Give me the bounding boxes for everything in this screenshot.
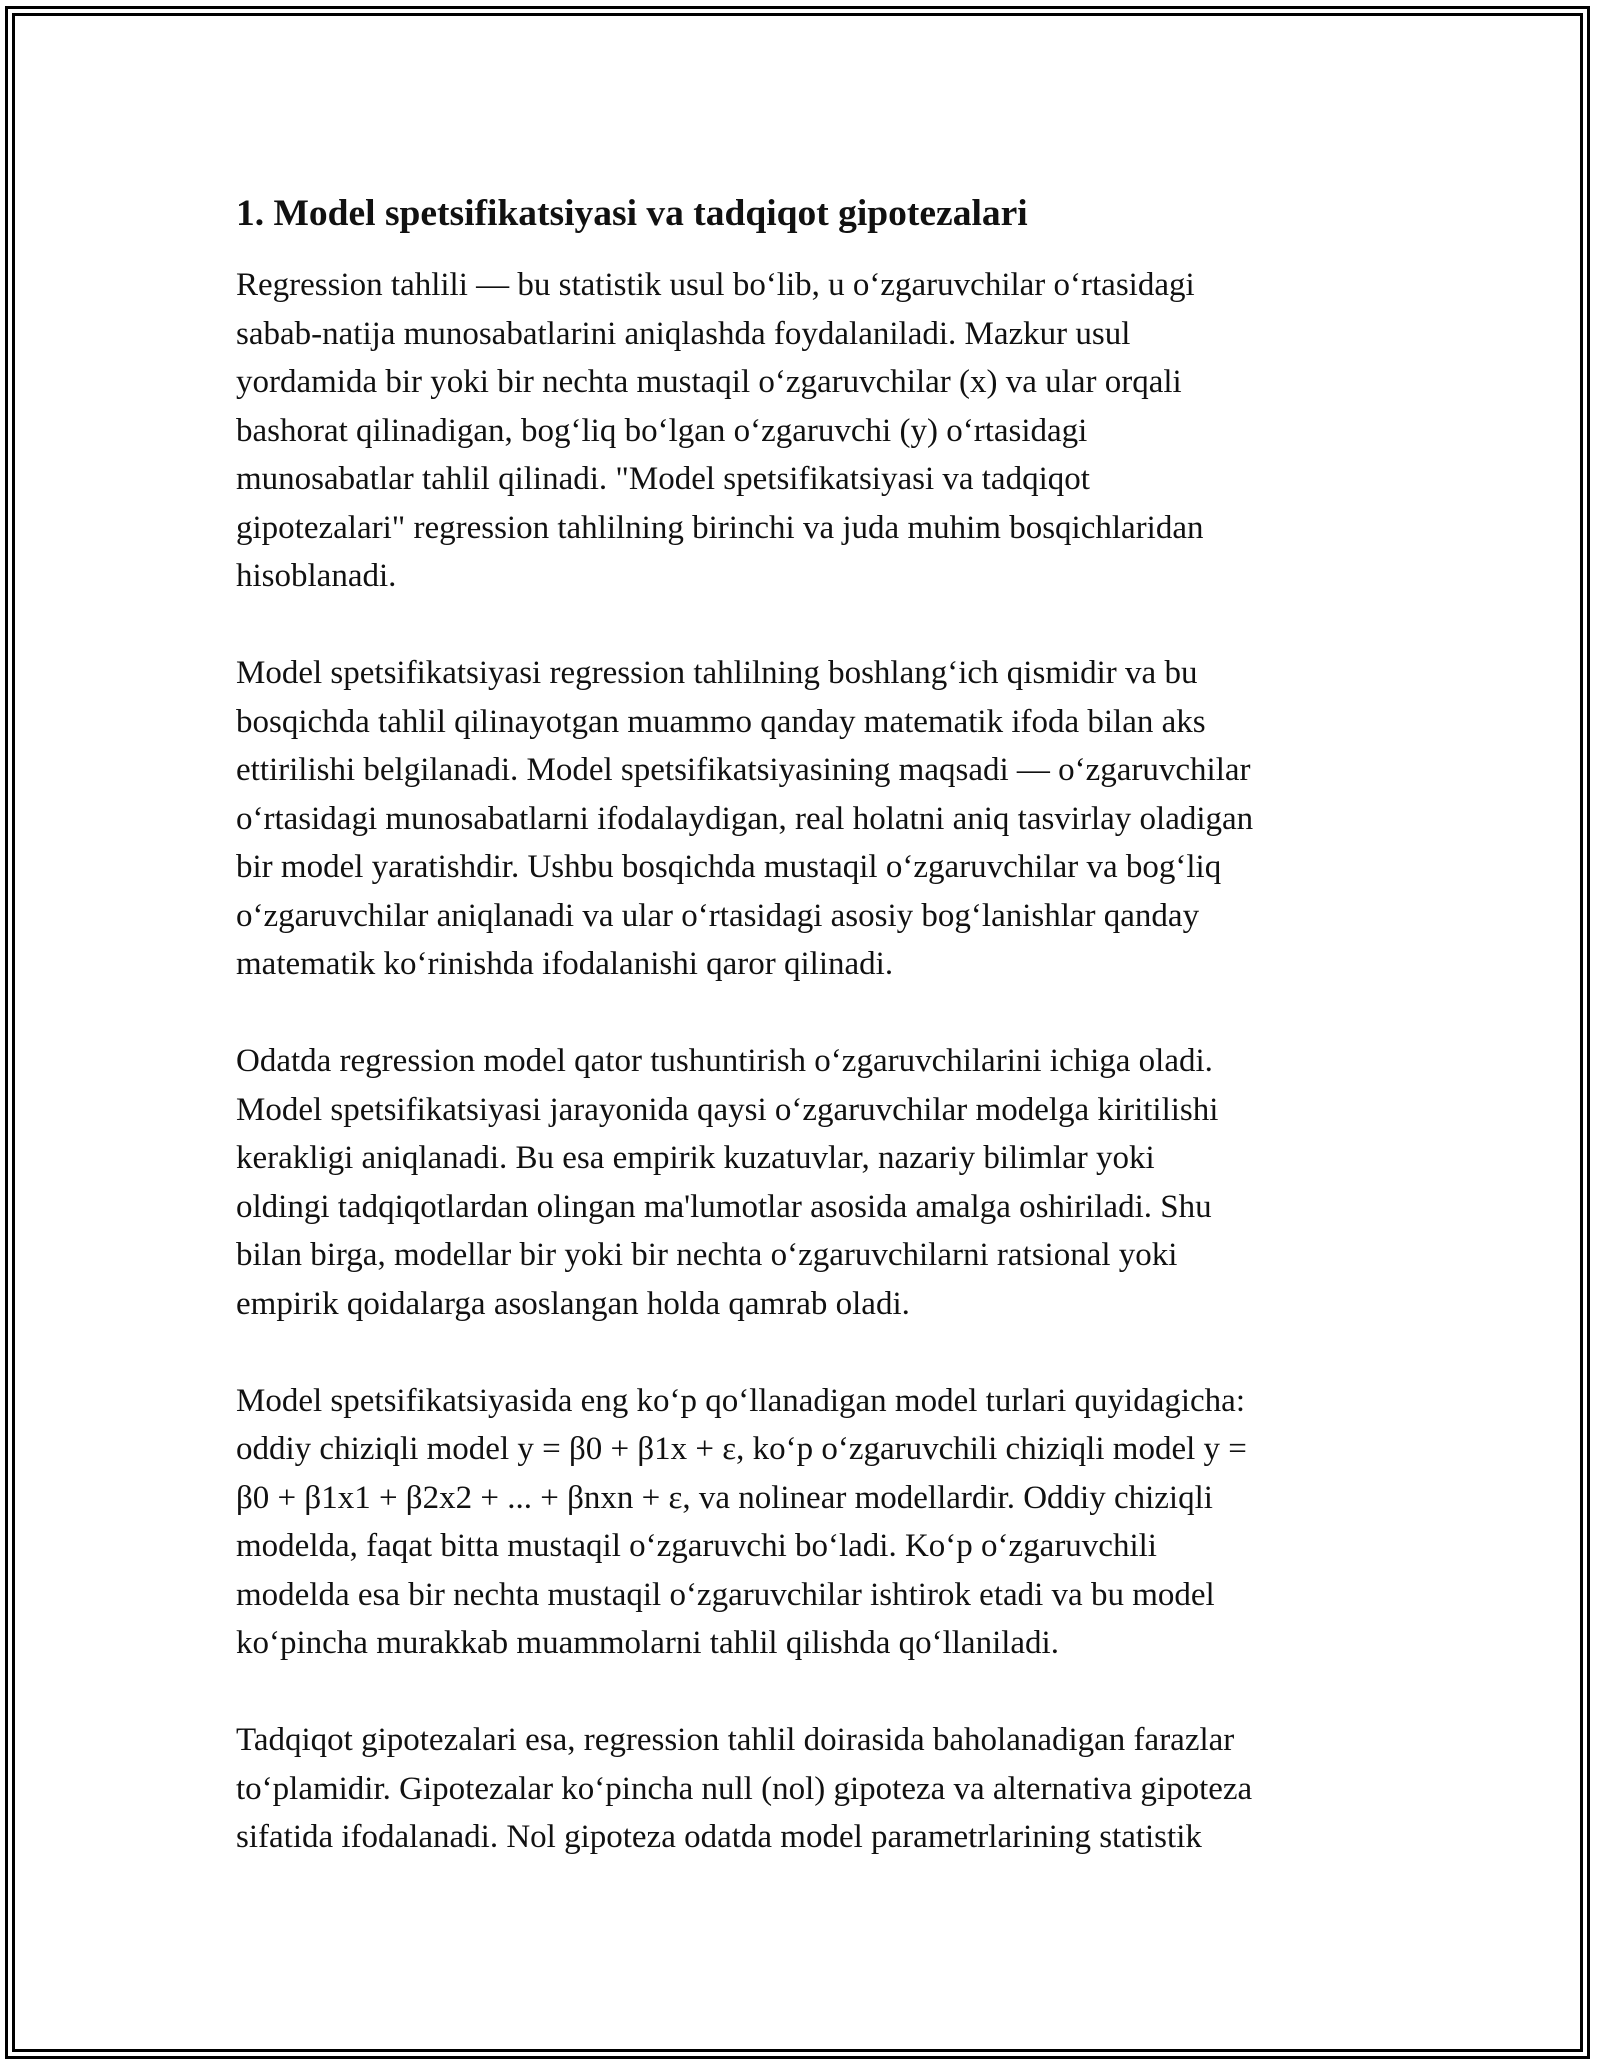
text-line: β0 + β1x1 + β2x2 + ... + βnxn + ε, va nolinear modellardir. Oddiy chiziqli [236, 1479, 1213, 1516]
text-line: bashorat qilinadigan, bog‘liq bo‘lgan o‘zgaruvchi (y) o‘rtasidagi [236, 412, 1088, 449]
document-body [236, 188, 1386, 1910]
text-line: to‘plamidir. Gipotezalar ko‘pincha null (nol) gipoteza va alternativa gipoteza [236, 1770, 1253, 1807]
text-line: gipotezalari" regression tahlilning birinchi va juda muhim bosqichlaridan [236, 509, 1204, 546]
text-line: munosabatlar tahlil qilinadi. "Model spetsifikatsiyasi va tadqiqot [236, 461, 1090, 497]
text-line: bir model yaratishdir. Ushbu bosqichda mustaqil o‘zgaruvchilar va bog‘liq [236, 849, 1222, 885]
paragraph-hypotheses [236, 1716, 1386, 1862]
text-line: o‘rtasidagi munosabatlarni ifodalaydigan, real holatni aniq tasvirlay oladigan [236, 800, 1254, 837]
section-heading: 1. Model spetsifikatsiyasi va tadqiqot gipotezalari [236, 193, 1028, 234]
text-line: hisoblanadi. [236, 558, 397, 594]
text-line: matematik ko‘rinishda ifodalanishi qaror qilinadi. [236, 946, 894, 982]
text-line: empirik qoidalarga asoslangan holda qamrab oladi. [236, 1285, 910, 1322]
paragraph-intro [236, 261, 1386, 601]
text-line: sabab-natija munosabatlarini aniqlashda foydalaniladi. Mazkur usul [236, 315, 1131, 352]
text-line: Odatda regression model qator tushuntirish o‘zgaruvchilarini ichiga oladi. [236, 1043, 1213, 1079]
text-line: Model spetsifikatsiyasi jarayonida qaysi o‘zgaruvchilar modelga kiritilishi [236, 1091, 1219, 1128]
text-line: modelda, faqat bitta mustaqil o‘zgaruvchi bo‘ladi. Ko‘p o‘zgaruvchili [236, 1528, 1157, 1564]
text-line: sifatida ifodalanadi. Nol gipoteza odatda model parametrlarining statistik [236, 1819, 1202, 1855]
paragraph-model-types [236, 1377, 1386, 1668]
text-line: ettirilishi belgilanadi. Model spetsifikatsiyasining maqsadi — o‘zgaruvchilar [236, 752, 1251, 788]
text-line: yordamida bir yoki bir nechta mustaqil o‘zgaruvchilar (x) va ular orqali [236, 364, 1182, 400]
text-line: oldingi tadqiqotlardan olingan ma'lumotlar asosida amalga oshiriladi. Shu [236, 1188, 1212, 1225]
text-line: bosqichda tahlil qilinayotgan muammo qanday matematik ifoda bilan aks [236, 703, 1206, 740]
text-line: Model spetsifikatsiyasida eng ko‘p qo‘llanadigan model turlari quyidagicha: [236, 1382, 1245, 1419]
text-line: ko‘pincha murakkab muammolarni tahlil qilishda qo‘llaniladi. [236, 1625, 1059, 1661]
text-line: o‘zgaruvchilar aniqlanadi va ular o‘rtasidagi asosiy bog‘lanishlar qanday [236, 897, 1200, 934]
text-line: Model spetsifikatsiyasi regression tahlilning boshlang‘ich qismidir va bu [236, 655, 1198, 691]
paragraph-variables [236, 1037, 1386, 1328]
text-line: Regression tahlili — bu statistik usul bo‘lib, u o‘zgaruvchilar o‘rtasidagi [236, 267, 1195, 303]
text-line: Tadqiqot gipotezalari esa, regression tahlil doirasida baholanadigan farazlar [236, 1722, 1235, 1758]
text-line: bilan birga, modellar bir yoki bir nechta o‘zgaruvchilarni ratsional yoki [236, 1237, 1178, 1273]
paragraph-specification [236, 649, 1386, 989]
text-line: kerakligi aniqlanadi. Bu esa empirik kuzatuvlar, nazariy bilimlar yoki [236, 1140, 1155, 1176]
text-line: modelda esa bir nechta mustaqil o‘zgaruvchilar ishtirok etadi va bu model [236, 1576, 1215, 1613]
text-line: oddiy chiziqli model y = β0 + β1x + ε, ko‘p o‘zgaruvchili chiziqli model y = [236, 1431, 1247, 1467]
